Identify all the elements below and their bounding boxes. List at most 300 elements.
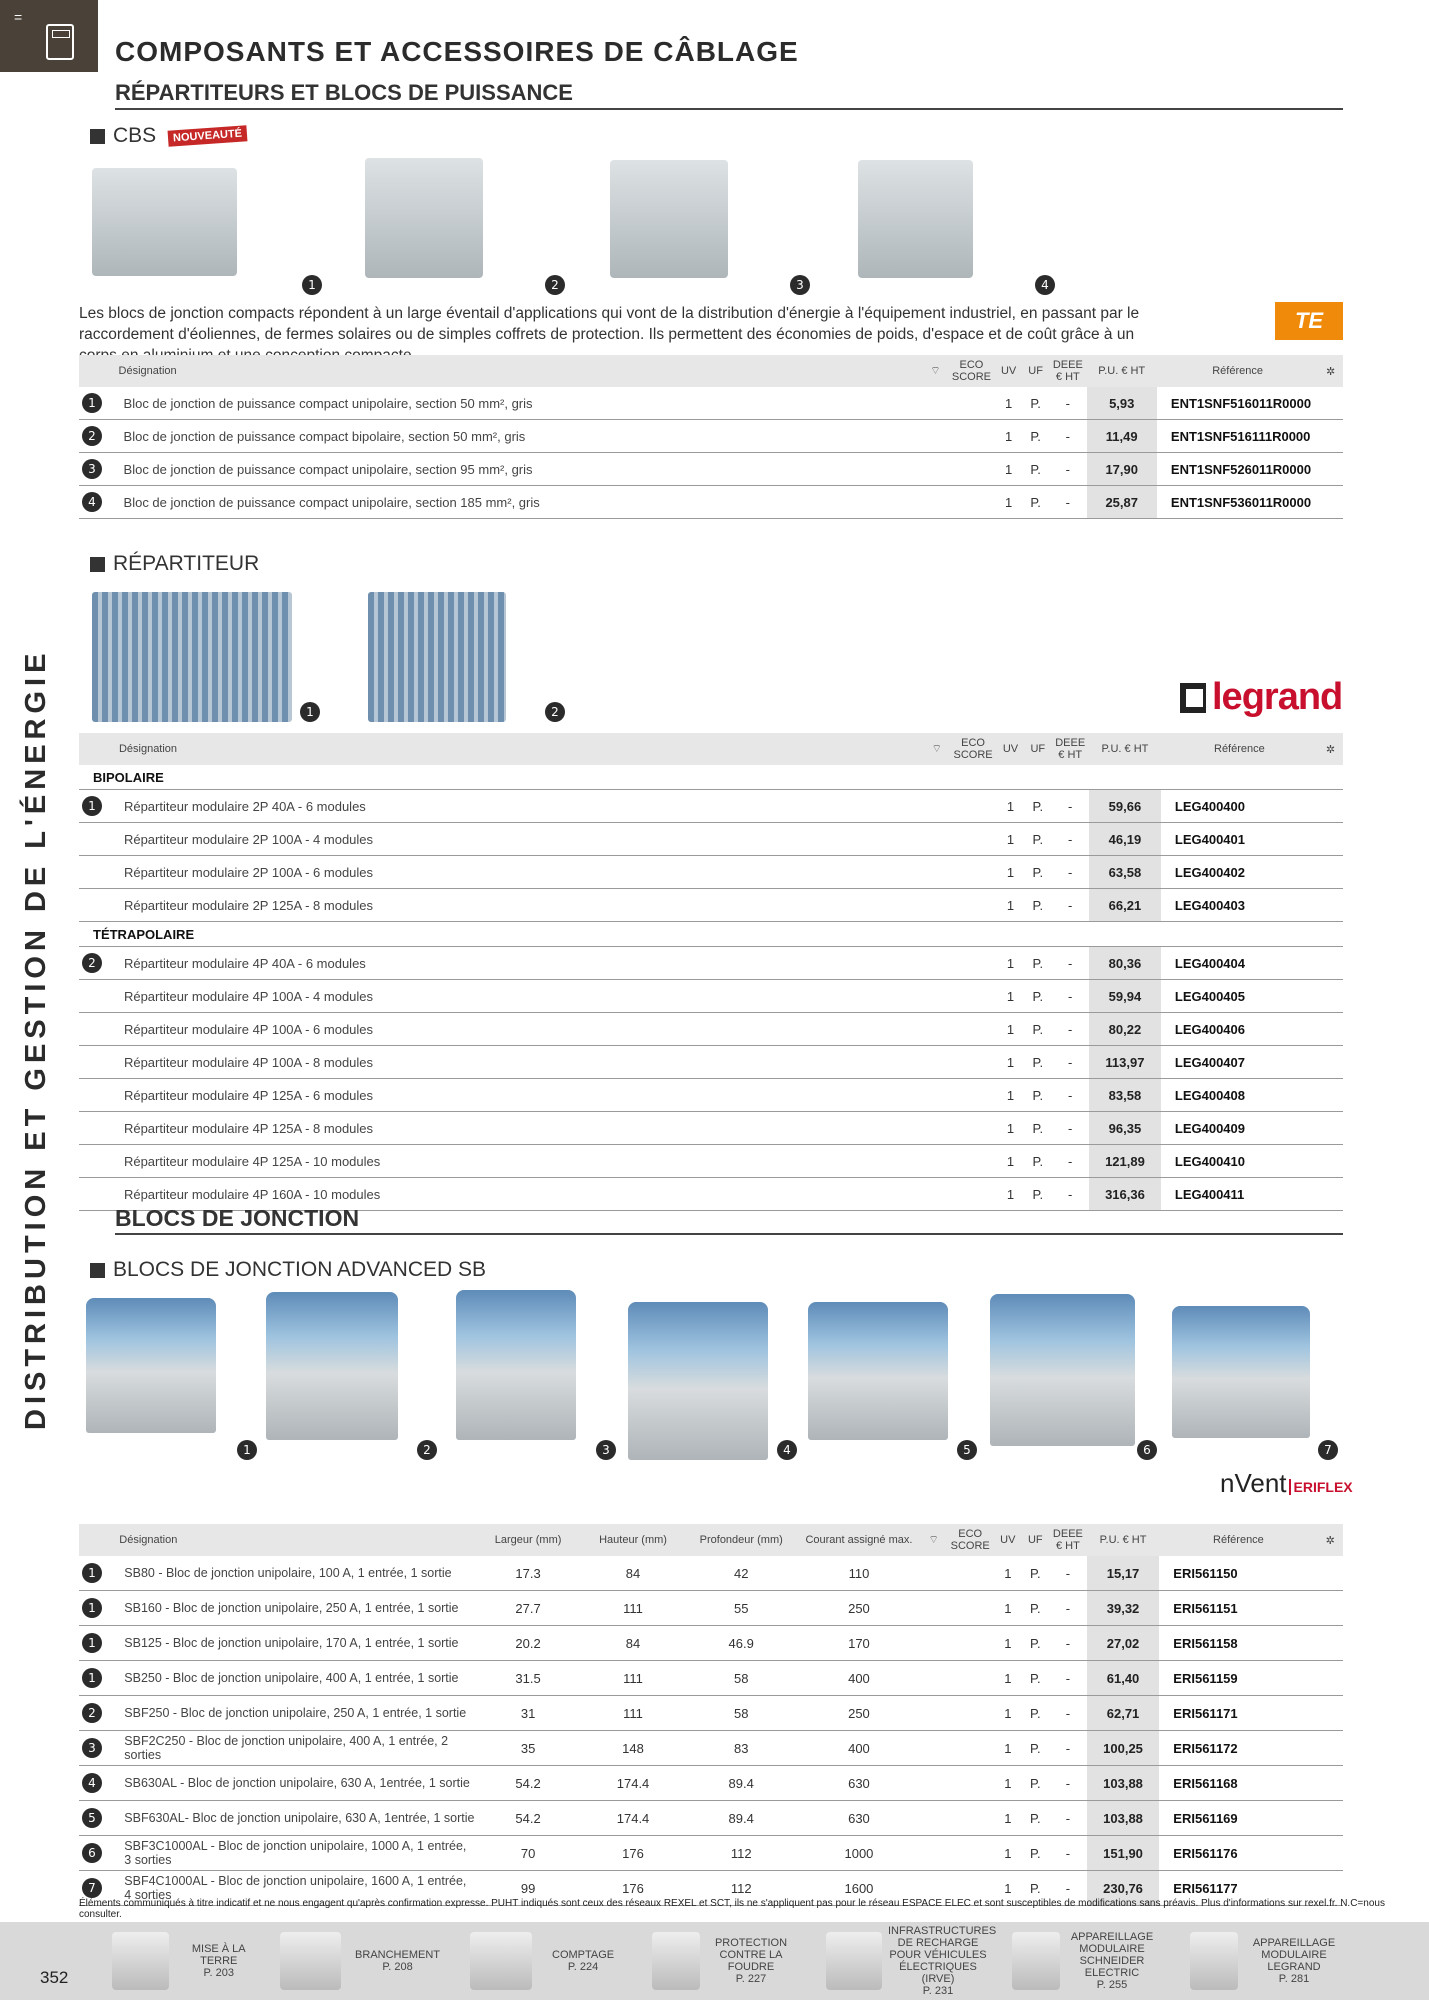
- empty-cell: [1318, 486, 1343, 519]
- row-number-badge: 1: [82, 393, 102, 413]
- footer-link-schneider[interactable]: [1012, 1922, 1172, 2000]
- table-row[interactable]: [79, 1626, 1343, 1661]
- height-cell: 111: [581, 1591, 686, 1626]
- col-designation: Désignation: [118, 733, 924, 765]
- col-uv: UV: [995, 355, 1022, 387]
- col-height: Hauteur (mm): [581, 1524, 686, 1556]
- designation-cell: SBF4C1000AL - Bloc de jonction unipolaire, 1600 A, 1 entrée, 4 sorties: [118, 1871, 475, 1906]
- empty-cell: [924, 1046, 949, 1079]
- empty-cell: [924, 1079, 949, 1112]
- price-cell: 83,58: [1089, 1079, 1161, 1112]
- reference-cell: ERI561158: [1159, 1626, 1317, 1661]
- row-number-badge: 2: [82, 1703, 102, 1723]
- footer-link-label: PROTECTION CONTRE LA FOUDRE: [714, 1937, 788, 1973]
- nvent-eriflex-logo: [1220, 1468, 1353, 1499]
- designation-cell: SB125 - Bloc de jonction unipolaire, 170 A, 1 entrée, 1 sortie: [118, 1626, 475, 1661]
- group-label: TÉTRAPOLAIRE: [79, 922, 1343, 947]
- current-cell: 1000: [797, 1836, 921, 1871]
- product-number-badge: 6: [1137, 1440, 1157, 1460]
- product-image: [628, 1302, 768, 1460]
- price-cell: 103,88: [1087, 1766, 1160, 1801]
- price-cell: 39,32: [1087, 1591, 1160, 1626]
- price-cell: 121,89: [1089, 1145, 1161, 1178]
- empty-cell: [948, 486, 995, 519]
- empty-cell: [1318, 1836, 1343, 1871]
- blocs-table: [79, 1524, 1343, 1906]
- empty-cell: [949, 1145, 997, 1178]
- designation-cell: SB80 - Bloc de jonction unipolaire, 100 A, 1 entrée, 1 sortie: [118, 1556, 475, 1591]
- table-row[interactable]: [79, 1696, 1343, 1731]
- uv-cell: 1: [994, 1801, 1022, 1836]
- footnote: Éléments communiqués à titre indicatif et ne nous engagent qu'après confirmation expresse. PUHT indiqués sont ceux des réseaux REXEL et SCT, ils ne s'appliquent pas pour le réseau ESPACE ELEC et sont susceptibles de modifications sans préavis. Plus d'informations sur rexel.fr. N.C=nous consulter.: [79, 1898, 1385, 1920]
- footer-thumbnail: [652, 1932, 700, 1990]
- deee-cell: -: [1049, 1626, 1087, 1661]
- section-advanced-sb: [90, 1258, 486, 1282]
- designation-cell: Répartiteur modulaire 2P 100A - 6 modules: [118, 856, 924, 889]
- col-eco: ECO SCORE: [946, 1524, 994, 1556]
- table-row[interactable]: [79, 1046, 1343, 1079]
- row-number-badge: 6: [82, 1843, 102, 1863]
- price-cell: 62,71: [1087, 1696, 1160, 1731]
- row-number-badge: 2: [82, 426, 102, 446]
- product-number-badge: 4: [1035, 275, 1055, 295]
- col-uv: UV: [997, 733, 1024, 765]
- empty-cell: [1318, 1178, 1343, 1211]
- table-row[interactable]: [79, 1145, 1343, 1178]
- row-number-cell: [79, 1079, 118, 1112]
- row-number-cell: [79, 420, 118, 453]
- empty-cell: [924, 1178, 949, 1211]
- price-cell: 100,25: [1087, 1731, 1160, 1766]
- reference-cell: LEG400400: [1161, 790, 1318, 823]
- footer-link-label: MISE À LA TERRE: [191, 1943, 246, 1967]
- vertical-section-title: DISTRIBUTION ET GESTION DE L'ÉNERGIE: [20, 648, 52, 1430]
- reference-cell: ERI561171: [1159, 1696, 1317, 1731]
- reference-cell: ENT1SNF516011R0000: [1157, 387, 1318, 420]
- designation-cell: SB160 - Bloc de jonction unipolaire, 250 A, 1 entrée, 1 sortie: [118, 1591, 475, 1626]
- footer-link-foudre[interactable]: [652, 1922, 812, 2000]
- col-deee: DEEE € HT: [1051, 733, 1089, 765]
- deee-cell: -: [1049, 1591, 1087, 1626]
- settings-icon[interactable]: ✲: [1318, 733, 1343, 765]
- footer-link-legrand[interactable]: [1190, 1922, 1360, 2000]
- empty-cell: [1318, 980, 1343, 1013]
- uf-cell: P.: [1024, 1145, 1051, 1178]
- designation-cell: Répartiteur modulaire 4P 100A - 8 modules: [118, 1046, 924, 1079]
- col-uf: UF: [1022, 1524, 1049, 1556]
- product-image: [1172, 1306, 1310, 1438]
- row-number-badge: 1: [82, 1598, 102, 1618]
- designation-cell: Répartiteur modulaire 4P 125A - 10 modules: [118, 1145, 924, 1178]
- table-row[interactable]: [79, 1766, 1343, 1801]
- reference-cell: ENT1SNF536011R0000: [1157, 486, 1318, 519]
- reference-cell: ENT1SNF516111R0000: [1157, 420, 1318, 453]
- uv-cell: 1: [997, 1112, 1024, 1145]
- current-cell: 250: [797, 1696, 921, 1731]
- footer-link-mise-a-la-terre[interactable]: [112, 1922, 262, 2000]
- reference-cell: LEG400410: [1161, 1145, 1318, 1178]
- row-number-cell: [79, 1591, 118, 1626]
- table-row[interactable]: [79, 1591, 1343, 1626]
- row-number-cell: [79, 1766, 118, 1801]
- designation-cell: SB630AL - Bloc de jonction unipolaire, 630 A, 1entrée, 1 sortie: [118, 1766, 475, 1801]
- empty-cell: [1318, 947, 1343, 980]
- height-cell: 111: [581, 1696, 686, 1731]
- col-designation: Désignation: [118, 355, 923, 387]
- empty-cell: [1318, 1112, 1343, 1145]
- empty-cell: [924, 1013, 949, 1046]
- table-row[interactable]: [79, 1836, 1343, 1871]
- empty-cell: [1318, 1626, 1343, 1661]
- col-reference: Référence: [1161, 733, 1318, 765]
- deee-cell: -: [1049, 1731, 1087, 1766]
- uv-cell: 1: [997, 1145, 1024, 1178]
- reference-cell: LEG400409: [1161, 1112, 1318, 1145]
- empty-cell: [923, 486, 948, 519]
- category-tab[interactable]: [0, 0, 98, 72]
- product-image: [266, 1292, 398, 1440]
- width-cell: 54.2: [476, 1801, 581, 1836]
- row-number-cell: [79, 1046, 118, 1079]
- table-header: [79, 355, 1343, 387]
- product-number-badge: 3: [790, 275, 810, 295]
- uf-cell: P.: [1022, 1661, 1049, 1696]
- empty-cell: [949, 1178, 997, 1211]
- row-number-cell: [79, 1112, 118, 1145]
- brand-name: nVent: [1220, 1468, 1287, 1498]
- table-row[interactable]: [79, 856, 1343, 889]
- footer-link-page: P. 231: [922, 1985, 954, 1997]
- empty-cell: [949, 1013, 997, 1046]
- empty-cell: [1318, 453, 1343, 486]
- empty-cell: [921, 1696, 946, 1731]
- table-row[interactable]: [79, 790, 1343, 823]
- designation-cell: Répartiteur modulaire 4P 125A - 6 modules: [118, 1079, 924, 1112]
- price-cell: 103,88: [1087, 1801, 1160, 1836]
- uf-cell: P.: [1022, 420, 1049, 453]
- price-cell: 59,94: [1089, 980, 1161, 1013]
- product-image: [365, 158, 483, 278]
- uf-cell: P.: [1022, 1591, 1049, 1626]
- uf-cell: P.: [1024, 1013, 1051, 1046]
- empty-cell: [946, 1731, 994, 1766]
- table-row[interactable]: [79, 1801, 1343, 1836]
- empty-cell: [921, 1731, 946, 1766]
- empty-cell: [1318, 1145, 1343, 1178]
- uv-cell: 1: [994, 1661, 1022, 1696]
- page-title: COMPOSANTS ET ACCESSOIRES DE CÂBLAGE: [115, 36, 799, 67]
- uv-cell: 1: [997, 823, 1024, 856]
- product-number-badge: 4: [777, 1440, 797, 1460]
- empty-cell: [949, 823, 997, 856]
- table-row[interactable]: [79, 1661, 1343, 1696]
- col-price: P.U. € HT: [1089, 733, 1161, 765]
- depth-cell: 112: [686, 1836, 797, 1871]
- footer-thumbnail: [112, 1932, 169, 1990]
- col-eco: ECO SCORE: [948, 355, 995, 387]
- price-cell: 96,35: [1089, 1112, 1161, 1145]
- uf-cell: P.: [1024, 980, 1051, 1013]
- table-row[interactable]: [79, 823, 1343, 856]
- deee-cell: -: [1049, 1801, 1087, 1836]
- footer-link-label: BRANCHEMENT: [355, 1949, 440, 1961]
- footer-link-label: COMPTAGE: [552, 1949, 615, 1961]
- price-cell: 63,58: [1089, 856, 1161, 889]
- uv-cell: 1: [995, 486, 1022, 519]
- product-image: [368, 592, 506, 722]
- table-row[interactable]: [79, 1556, 1343, 1591]
- page-number: 352: [40, 1968, 69, 1987]
- product-number-badge: 7: [1318, 1440, 1338, 1460]
- reference-cell: LEG400408: [1161, 1079, 1318, 1112]
- uv-cell: 1: [994, 1766, 1022, 1801]
- table-row[interactable]: [79, 387, 1343, 420]
- uf-cell: P.: [1022, 1556, 1049, 1591]
- price-cell: 59,66: [1089, 790, 1161, 823]
- deee-cell: -: [1051, 856, 1089, 889]
- row-number-badge: 4: [82, 1773, 102, 1793]
- empty-cell: [1318, 1731, 1343, 1766]
- deee-cell: -: [1049, 453, 1086, 486]
- table-row[interactable]: [79, 980, 1343, 1013]
- section-title: RÉPARTITEUR: [113, 552, 260, 575]
- designation-cell: Bloc de jonction de puissance compact unipolaire, section 185 mm², gris: [118, 486, 923, 519]
- product-image: [92, 168, 237, 276]
- table-row[interactable]: [79, 1079, 1343, 1112]
- table-row[interactable]: [79, 947, 1343, 980]
- empty-cell: [924, 790, 949, 823]
- empty-cell: [921, 1556, 946, 1591]
- height-cell: 84: [581, 1626, 686, 1661]
- product-image: [92, 592, 292, 722]
- deee-cell: -: [1049, 1696, 1087, 1731]
- depth-cell: 55: [686, 1591, 797, 1626]
- product-image: [610, 160, 728, 278]
- deee-cell: -: [1049, 1836, 1087, 1871]
- empty-cell: [923, 420, 948, 453]
- footer-link-label: APPAREILLAGE MODULAIRE LEGRAND: [1252, 1937, 1336, 1973]
- width-cell: 31.5: [476, 1661, 581, 1696]
- designation-cell: SBF250 - Bloc de jonction unipolaire, 250 A, 1 entrée, 1 sortie: [118, 1696, 475, 1731]
- price-cell: 5,93: [1087, 387, 1157, 420]
- table-row[interactable]: [79, 1112, 1343, 1145]
- deee-cell: -: [1051, 1013, 1089, 1046]
- row-number-badge: 5: [82, 1808, 102, 1828]
- empty-cell: [946, 1801, 994, 1836]
- product-number-badge: 3: [596, 1440, 616, 1460]
- table-row[interactable]: [79, 453, 1343, 486]
- current-cell: 400: [797, 1661, 921, 1696]
- designation-cell: SBF3C1000AL - Bloc de jonction unipolaire, 1000 A, 1 entrée, 3 sorties: [118, 1836, 475, 1871]
- col-depth: Profondeur (mm): [686, 1524, 797, 1556]
- empty-cell: [1318, 420, 1343, 453]
- current-cell: 630: [797, 1766, 921, 1801]
- row-number-cell: [79, 790, 118, 823]
- empty-cell: [924, 1145, 949, 1178]
- settings-icon[interactable]: ✲: [1318, 1524, 1343, 1556]
- depth-cell: 83: [686, 1731, 797, 1766]
- row-number-cell: [79, 1556, 118, 1591]
- col-uf: UF: [1022, 355, 1049, 387]
- width-cell: 35: [476, 1731, 581, 1766]
- uv-cell: 1: [994, 1626, 1022, 1661]
- row-number-cell: [79, 1731, 118, 1766]
- settings-icon[interactable]: ✲: [1318, 355, 1343, 387]
- uv-cell: 1: [994, 1836, 1022, 1871]
- empty-cell: [921, 1766, 946, 1801]
- empty-cell: [949, 947, 997, 980]
- col-price: P.U. € HT: [1087, 1524, 1160, 1556]
- empty-cell: [923, 453, 948, 486]
- empty-cell: [949, 856, 997, 889]
- row-number-cell: [79, 1801, 118, 1836]
- table-row[interactable]: [79, 1013, 1343, 1046]
- col-designation: Désignation: [118, 1524, 475, 1556]
- current-cell: 250: [797, 1591, 921, 1626]
- col-reference: Référence: [1157, 355, 1318, 387]
- price-cell: 27,02: [1087, 1626, 1160, 1661]
- price-cell: 80,22: [1089, 1013, 1161, 1046]
- uf-cell: P.: [1024, 1079, 1051, 1112]
- uf-cell: P.: [1024, 790, 1051, 823]
- product-image: [858, 160, 973, 278]
- price-cell: 151,90: [1087, 1836, 1160, 1871]
- table-row[interactable]: [79, 486, 1343, 519]
- reference-cell: LEG400407: [1161, 1046, 1318, 1079]
- row-number-badge: 1: [82, 796, 102, 816]
- brand-name: legrand: [1212, 676, 1343, 718]
- footer-thumbnail: [280, 1932, 341, 1990]
- footer-link-branchement[interactable]: [280, 1922, 440, 2000]
- reference-cell: ERI561150: [1159, 1556, 1317, 1591]
- calculator-icon: [46, 24, 74, 60]
- footer-link-page: P. 227: [735, 1973, 767, 1985]
- width-cell: 70: [476, 1836, 581, 1871]
- row-number-cell: [79, 1696, 118, 1731]
- wifi-icon: ⌔: [923, 355, 948, 387]
- empty-cell: [949, 889, 997, 922]
- deee-cell: -: [1051, 947, 1089, 980]
- empty-cell: [1318, 790, 1343, 823]
- row-number-cell: [79, 856, 118, 889]
- uv-cell: 1: [997, 1178, 1024, 1211]
- row-number-badge: 3: [82, 1738, 102, 1758]
- row-number-cell: [79, 889, 118, 922]
- designation-cell: SBF630AL- Bloc de jonction unipolaire, 630 A, 1entrée, 1 sortie: [118, 1801, 475, 1836]
- empty-cell: [946, 1661, 994, 1696]
- height-cell: 176: [581, 1836, 686, 1871]
- designation-cell: Répartiteur modulaire 2P 100A - 4 modules: [118, 823, 924, 856]
- product-image: [808, 1302, 948, 1440]
- menu-icon[interactable]: =: [14, 9, 23, 25]
- height-cell: 148: [581, 1731, 686, 1766]
- uf-cell: P.: [1022, 1836, 1049, 1871]
- empty-cell: [1318, 889, 1343, 922]
- uf-cell: P.: [1022, 387, 1049, 420]
- section-bullet-icon: [90, 557, 105, 572]
- uv-cell: 1: [997, 790, 1024, 823]
- designation-cell: Répartiteur modulaire 2P 125A - 8 modules: [118, 889, 924, 922]
- price-cell: 80,36: [1089, 947, 1161, 980]
- deee-cell: -: [1051, 1046, 1089, 1079]
- reference-cell: LEG400404: [1161, 947, 1318, 980]
- footer-link-page: P. 281: [1278, 1973, 1310, 1985]
- depth-cell: 112: [686, 1871, 797, 1906]
- repartiteur-table: [79, 733, 1343, 1211]
- price-cell: 11,49: [1087, 420, 1157, 453]
- col-deee: DEEE € HT: [1049, 1524, 1087, 1556]
- designation-cell: Bloc de jonction de puissance compact unipolaire, section 95 mm², gris: [118, 453, 923, 486]
- table-header: [79, 733, 1343, 765]
- price-cell: 230,76: [1087, 1871, 1160, 1906]
- table-row[interactable]: [79, 420, 1343, 453]
- deee-cell: -: [1051, 1178, 1089, 1211]
- empty-cell: [949, 1079, 997, 1112]
- row-number-cell: [79, 453, 118, 486]
- uv-cell: 1: [997, 856, 1024, 889]
- blocs-heading: BLOCS DE JONCTION: [115, 1205, 360, 1231]
- width-cell: 27.7: [476, 1591, 581, 1626]
- uv-cell: 1: [997, 1046, 1024, 1079]
- reference-cell: ERI561151: [1159, 1591, 1317, 1626]
- footer-link-page: P. 224: [567, 1961, 599, 1973]
- empty-cell: [924, 856, 949, 889]
- empty-cell: [1318, 823, 1343, 856]
- uf-cell: P.: [1024, 947, 1051, 980]
- footer-link-irve[interactable]: [826, 1922, 1006, 2000]
- footer-link-comptage[interactable]: [470, 1922, 620, 2000]
- uv-cell: 1: [995, 387, 1022, 420]
- empty-cell: [921, 1836, 946, 1871]
- designation-cell: Répartiteur modulaire 4P 100A - 4 modules: [118, 980, 924, 1013]
- uv-cell: 1: [994, 1731, 1022, 1766]
- col-eco: ECO SCORE: [949, 733, 997, 765]
- reference-cell: LEG400406: [1161, 1013, 1318, 1046]
- row-number-badge: 1: [82, 1633, 102, 1653]
- row-number-badge: 1: [82, 1563, 102, 1583]
- footer-thumbnail: [826, 1932, 882, 1990]
- empty-cell: [949, 1046, 997, 1079]
- current-cell: 110: [797, 1556, 921, 1591]
- row-number-badge: 7: [82, 1878, 102, 1898]
- price-cell: 66,21: [1089, 889, 1161, 922]
- table-header: [79, 1524, 1343, 1556]
- table-row[interactable]: [79, 889, 1343, 922]
- empty-cell: [946, 1766, 994, 1801]
- uf-cell: P.: [1022, 1696, 1049, 1731]
- current-cell: 400: [797, 1731, 921, 1766]
- section-title: CBS: [113, 124, 157, 147]
- uf-cell: P.: [1024, 1178, 1051, 1211]
- product-number-badge: 5: [957, 1440, 977, 1460]
- height-cell: 174.4: [581, 1801, 686, 1836]
- empty-cell: [1318, 1661, 1343, 1696]
- table-row[interactable]: [79, 1731, 1343, 1766]
- empty-cell: [1318, 856, 1343, 889]
- row-number-badge: 1: [82, 1668, 102, 1688]
- product-image: [86, 1298, 216, 1433]
- uv-cell: 1: [995, 420, 1022, 453]
- deee-cell: -: [1051, 889, 1089, 922]
- empty-cell: [924, 947, 949, 980]
- footer-link-label: APPAREILLAGE MODULAIRE SCHNEIDER ELECTRIC: [1070, 1931, 1154, 1979]
- uf-cell: P.: [1022, 453, 1049, 486]
- uf-cell: P.: [1022, 1626, 1049, 1661]
- product-number-badge: 1: [237, 1440, 257, 1460]
- deee-cell: -: [1051, 790, 1089, 823]
- empty-cell: [1318, 1079, 1343, 1112]
- empty-cell: [921, 1626, 946, 1661]
